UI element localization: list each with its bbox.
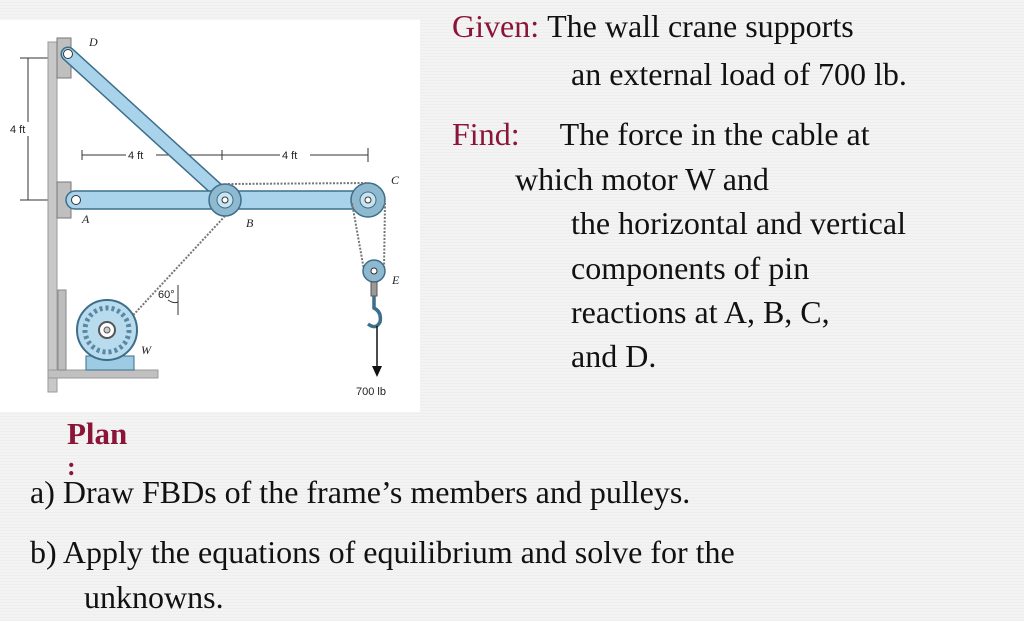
given-text-line1: The wall crane supports	[547, 8, 854, 44]
label-e: E	[392, 273, 400, 287]
load-label: 700 lb	[356, 386, 386, 398]
motor-w	[58, 290, 137, 370]
plan-colon: :	[67, 452, 76, 481]
given-text-line2: an external load of 700 lb.	[571, 56, 907, 92]
find-label: Find	[452, 116, 511, 152]
pulley-c	[351, 183, 385, 217]
given-label: Given	[452, 8, 531, 44]
pin-a	[72, 196, 81, 205]
dim-right-label: 4 ft	[282, 150, 298, 162]
member-db	[68, 54, 225, 197]
floor-base	[48, 370, 158, 378]
crane-diagram	[0, 20, 420, 412]
plan-step-b-line1: b) Apply the equations of equilibrium and solve for the	[30, 534, 735, 570]
angle-label: 60°	[158, 289, 175, 301]
given-heading-line	[452, 10, 854, 42]
plan-label: Plan	[67, 416, 128, 451]
label-c: C	[391, 173, 400, 187]
label-b: B	[246, 216, 254, 230]
given-colon: :	[530, 8, 540, 44]
label-a: A	[82, 212, 90, 226]
label-w: W	[141, 343, 151, 357]
plan-step-b-line2: unknowns.	[84, 579, 224, 615]
label-d: D	[89, 35, 98, 49]
find-heading-line	[452, 118, 870, 150]
find-text-line5: reactions at A, B, C,	[571, 294, 830, 330]
hook	[368, 296, 380, 327]
pin-d	[64, 50, 73, 59]
crane-figure	[0, 20, 420, 412]
dim-left-label: 4 ft	[128, 150, 144, 162]
find-text-line1: The force in the cable at	[559, 116, 870, 152]
plan-step-a: a) Draw FBDs of the frame’s members and pulleys.	[30, 474, 691, 510]
find-text-line6: and D.	[571, 338, 657, 374]
pulley-b	[209, 184, 241, 216]
wall	[48, 42, 57, 392]
pulley-e	[363, 260, 385, 296]
find-colon: :	[510, 116, 520, 152]
find-text-line4: components of pin	[571, 250, 810, 286]
find-text-line2: which motor W and	[515, 161, 769, 197]
find-text-line3: the horizontal and vertical	[571, 205, 906, 241]
dim-vertical-label: 4 ft	[10, 124, 26, 136]
